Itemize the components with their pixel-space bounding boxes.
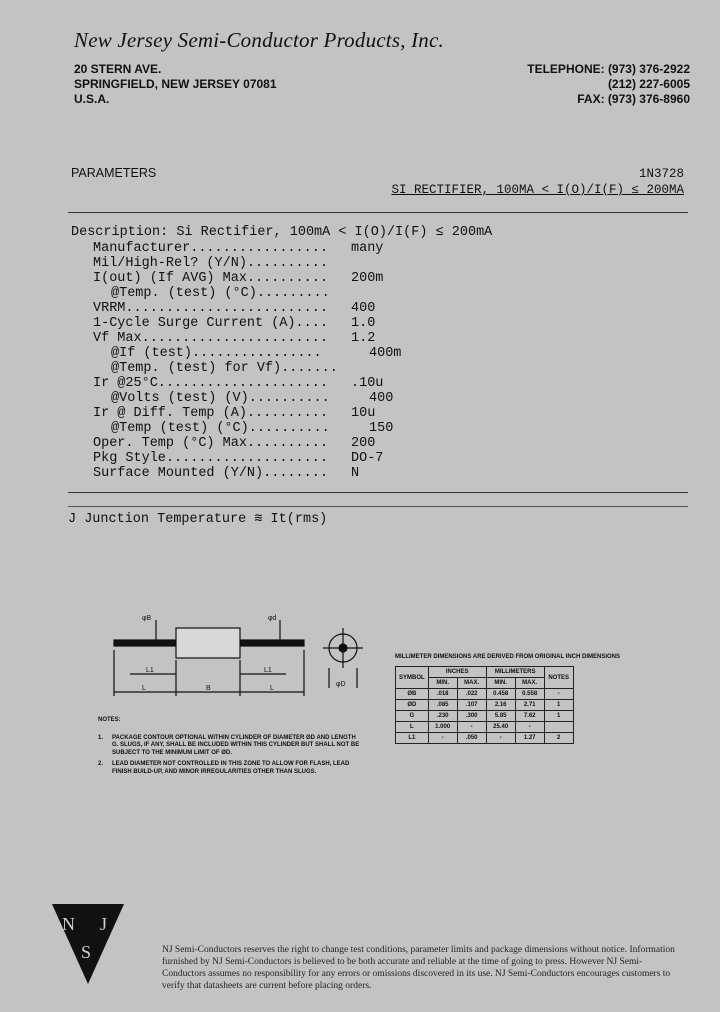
dimension-row <box>396 689 574 700</box>
dimension-group-header <box>396 667 574 678</box>
label-phi-d-side: φD <box>336 681 346 688</box>
company-name: New Jersey Semi-Conductor Products, Inc. <box>74 28 444 52</box>
spec-value: DO-7 <box>351 451 384 466</box>
dimension-cell: - <box>428 733 457 744</box>
dimension-cell: 0.558 <box>515 689 544 700</box>
note-1-text: PACKAGE CONTOUR OPTIONAL WITHIN CYLINDER OF DIAMETER ØD AND LENGTH G. SLUGS, IF ANY, SHALL BE INCLUDED WITHIN THIS CYLINDER BUT SHALL NOT BE SUBJECT TO THE MINIMUM LIMIT OF ØD. <box>112 734 360 756</box>
dimension-cell: .050 <box>457 733 486 744</box>
label-b: B <box>206 685 211 692</box>
symbol-header: SYMBOL <box>396 667 429 689</box>
description: Description: Si Rectifier, 100mA < I(O)/I(F) ≤ 200mA <box>71 225 493 240</box>
spec-value: 400 <box>351 301 376 316</box>
address-line-3: U.S.A. <box>74 92 110 106</box>
spec-value: N <box>351 466 360 481</box>
dimension-cell: .107 <box>457 700 486 711</box>
label-l1-left: L1 <box>146 667 154 674</box>
company-address <box>74 62 277 107</box>
dimension-cell: G <box>396 711 429 722</box>
spec-row <box>93 451 401 466</box>
disclaimer: NJ Semi-Conductors reserves the right to change test conditions, parameter limits and package dimensions without notice. Information furnished by NJ Semi-Conductors is believed to be both accurate and reliable at the time of going to press. However NJ Semi-Conductors assumes no responsibility for any errors or omissions discovered in its use. NJ Semi-Conductors encourages customers to verify that datasheets are current before placing orders. <box>162 945 675 991</box>
spec-value: 1.2 <box>351 331 376 346</box>
dimension-cell: .300 <box>457 711 486 722</box>
spec-row <box>93 331 401 346</box>
logo-letter-s: S <box>81 942 92 962</box>
dimension-cell: .230 <box>428 711 457 722</box>
dimension-row <box>396 700 574 711</box>
dimension-cell: L <box>396 722 429 733</box>
spec-value: 400m <box>369 346 402 361</box>
label-l-right: L <box>270 685 274 692</box>
dimension-cell: .018 <box>428 689 457 700</box>
dimension-cell: - <box>544 689 573 700</box>
company-contacts <box>527 62 690 107</box>
part-subtitle: SI RECTIFIER, 100MA < I(O)/I(F) ≤ 200MA <box>391 183 684 197</box>
inches-header: INCHES <box>428 667 486 678</box>
left-lead <box>114 640 176 646</box>
spec-label: Pkg Style.................... <box>93 451 328 466</box>
spec-label: @Temp. (test) (°C)......... <box>111 286 330 301</box>
notes-header: NOTES <box>544 667 573 689</box>
dimension-cell: ØB <box>396 689 429 700</box>
spec-row <box>93 316 401 331</box>
spec-value: 200 <box>351 436 376 451</box>
bottom-divider <box>68 492 688 493</box>
spec-value: .10u <box>351 376 384 391</box>
spec-label: Vf Max....................... <box>93 331 328 346</box>
dimension-cell: - <box>486 733 515 744</box>
spec-label: Oper. Temp (°C) Max.......... <box>93 436 328 451</box>
dimension-cell: 2 <box>544 733 573 744</box>
dimension-cell <box>544 722 573 733</box>
inch-min-header: MIN. <box>428 678 457 689</box>
spec-row <box>93 436 401 451</box>
spec-row <box>93 256 401 271</box>
notes-block <box>98 717 362 780</box>
spec-label: Manufacturer................. <box>93 241 328 256</box>
spec-label: Mil/High-Rel? (Y/N).......... <box>93 256 328 271</box>
top-divider <box>68 212 688 213</box>
spec-label: @Volts (test) (V).......... <box>111 391 330 406</box>
spec-value: 400 <box>369 391 394 406</box>
spec-row <box>93 346 401 361</box>
note-2 <box>98 761 362 776</box>
spec-label: 1-Cycle Surge Current (A).... <box>93 316 328 331</box>
spec-label: Ir @ Diff. Temp (A).......... <box>93 406 328 421</box>
dimension-cell: 1.000 <box>428 722 457 733</box>
spec-value: 150 <box>369 421 394 436</box>
dimension-table <box>395 666 574 744</box>
spec-row <box>93 361 401 376</box>
logo-letter-n: N <box>62 914 75 934</box>
logo-letter-j: J <box>100 914 108 934</box>
spec-list <box>93 241 401 481</box>
spec-value: 1.0 <box>351 316 376 331</box>
label-phi-d-top: φd <box>268 615 277 622</box>
spec-row <box>93 421 401 436</box>
dimension-cell: 5.85 <box>486 711 515 722</box>
njs-logo <box>50 902 126 986</box>
note-2-text: LEAD DIAMETER NOT CONTROLLED IN THIS ZONE TO ALLOW FOR FLASH, LEAD FINISH BUILD-UP, AND MINOR IRREGULARITIES OTHER THAN SLUGS. <box>112 761 350 775</box>
millimeters-header: MILLIMETERS <box>486 667 544 678</box>
spec-label: VRRM......................... <box>93 301 328 316</box>
legend-line: J Junction Temperature ≋ It(rms) <box>68 512 328 527</box>
spec-label: @Temp. (test) for Vf)....... <box>111 361 338 376</box>
dimension-cell: - <box>515 722 544 733</box>
spec-label: I(out) (If AVG) Max.......... <box>93 271 328 286</box>
address-line-1: 20 STERN AVE. <box>74 62 162 76</box>
spec-row <box>93 466 401 481</box>
dimension-cell: .022 <box>457 689 486 700</box>
right-lead <box>240 640 304 646</box>
dimension-row <box>396 722 574 733</box>
dimension-cell: 25.40 <box>486 722 515 733</box>
note-1 <box>98 735 362 758</box>
spec-row <box>93 271 401 286</box>
spec-row <box>93 241 401 256</box>
dimension-cell: ØD <box>396 700 429 711</box>
note-1-number: 1. <box>98 734 104 741</box>
spec-row <box>93 286 401 301</box>
spec-label: Ir @25°C..................... <box>93 376 328 391</box>
spec-value: many <box>351 241 384 256</box>
note-2-number: 2. <box>98 761 104 767</box>
package-drawing <box>100 610 400 710</box>
label-l1-right: L1 <box>264 667 272 674</box>
label-phi-b: φB <box>142 615 152 622</box>
spec-value: 200m <box>351 271 384 286</box>
spec-label: @If (test)................ <box>111 346 322 361</box>
inch-max-header: MAX. <box>457 678 486 689</box>
dimension-cell: L1 <box>396 733 429 744</box>
spec-value: 10u <box>351 406 376 421</box>
mm-min-header: MIN. <box>486 678 515 689</box>
dimension-cell: 2.71 <box>515 700 544 711</box>
parameters-label: PARAMETERS <box>71 166 157 180</box>
diode-body <box>176 628 240 658</box>
fax-line: FAX: (973) 376-8960 <box>577 92 690 106</box>
dimension-cell: 7.62 <box>515 711 544 722</box>
dimension-cell: 1.27 <box>515 733 544 744</box>
notes-title: NOTES: <box>98 717 121 723</box>
telephone-line-1: TELEPHONE: (973) 376-2922 <box>527 62 690 76</box>
spec-label: @Temp (test) (°C).......... <box>111 421 330 436</box>
legend-divider <box>68 506 688 507</box>
dimension-row <box>396 711 574 722</box>
dimension-cell: - <box>457 722 486 733</box>
dimension-caption: MILLIMETER DIMENSIONS ARE DERIVED FROM ORIGINAL INCH DIMENSIONS <box>395 654 621 660</box>
telephone-line-2: (212) 227-6005 <box>607 77 690 91</box>
mm-max-header: MAX. <box>515 678 544 689</box>
dimension-cell: 2.16 <box>486 700 515 711</box>
dimension-row <box>396 733 574 744</box>
dimension-cell: 1 <box>544 711 573 722</box>
dimension-cell: 1 <box>544 700 573 711</box>
spec-row <box>93 301 401 316</box>
spec-label: Surface Mounted (Y/N)........ <box>93 466 328 481</box>
dimension-cell: 0.458 <box>486 689 515 700</box>
spec-row <box>93 376 401 391</box>
part-number: 1N3728 <box>638 167 684 181</box>
spec-row <box>93 391 401 406</box>
spec-row <box>93 406 401 421</box>
dimension-cell: .085 <box>428 700 457 711</box>
label-l-left: L <box>142 685 146 692</box>
address-line-2: SPRINGFIELD, NEW JERSEY 07081 <box>74 77 277 91</box>
